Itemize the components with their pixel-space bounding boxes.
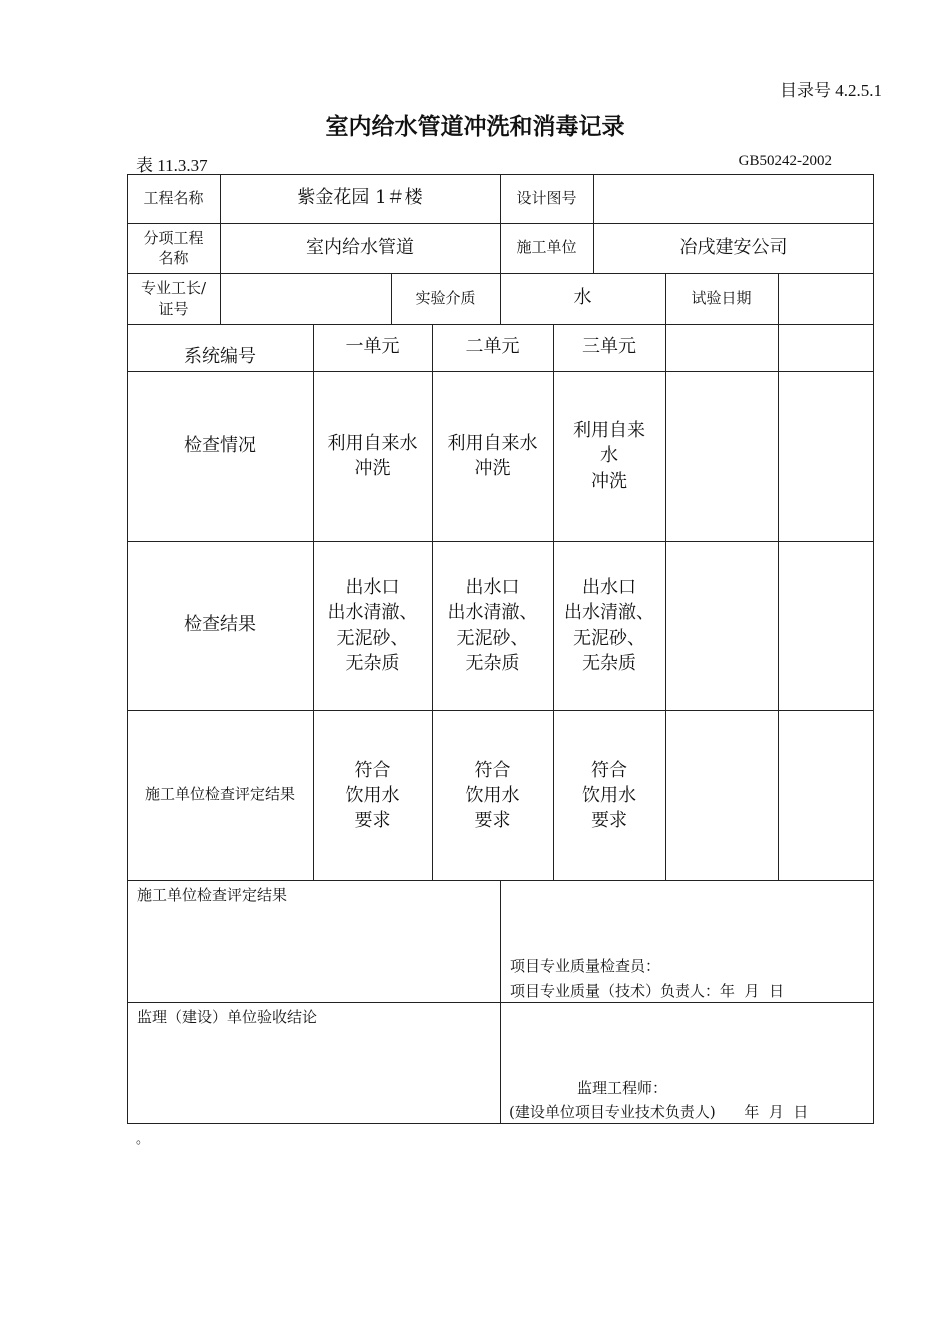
page-title: 室内给水管道冲洗和消毒记录 (325, 113, 625, 140)
design-drawing-label: 设计图号 (516, 188, 577, 207)
check-status-unit-2[interactable] (432, 371, 553, 541)
cell-line: 出水清澈、 (564, 602, 654, 624)
cell-line: 冲洗 (354, 458, 391, 479)
evaluation-unit-1[interactable] (313, 710, 432, 880)
contractor-eval-label: 施工单位检查评定结果 (137, 886, 288, 904)
cell-line: 无泥砂、 (336, 627, 409, 649)
cell-line: 饮用水 (582, 785, 636, 807)
project-name-label: 工程名称 (143, 188, 204, 207)
cell-line: 符合 (474, 760, 511, 781)
cell-line: 符合 (354, 760, 391, 781)
supervisor-engineer-line[interactable]: 监理工程师： (577, 1079, 668, 1097)
cell-line: 无泥砂、 (573, 627, 645, 649)
unit-3-header: 三单元 (582, 336, 636, 358)
cell-line: 无杂质 (345, 652, 400, 674)
cell-line: 出水清澈、 (447, 602, 538, 624)
evaluation-label: 施工单位检查评定结果 (144, 785, 295, 804)
cell-line: 无杂质 (582, 652, 636, 674)
cell-line: 冲洗 (591, 470, 627, 492)
subproject-label (127, 223, 220, 273)
cell-line: 要求 (591, 810, 627, 832)
cell-line: 冲洗 (474, 458, 511, 479)
foreman-label-line: 证号 (158, 299, 189, 318)
cell-line: 饮用水 (345, 785, 400, 807)
subproject-label-line: 名称 (158, 249, 189, 267)
catalog-number: 目录号 4.2.5.1 (780, 81, 882, 100)
col-divider (500, 880, 501, 1124)
check-result-unit-2[interactable] (432, 541, 553, 710)
check-result-unit-1[interactable] (313, 541, 432, 710)
evaluation-unit-2[interactable] (432, 710, 553, 880)
cell-line: 利用自来水 (327, 432, 418, 454)
col-divider (778, 324, 779, 880)
table-number: 表 11.3.37 (136, 156, 208, 175)
check-status-unit-3[interactable] (553, 371, 665, 541)
cell-line: 饮用水 (465, 785, 520, 807)
quality-head-line[interactable]: 项目专业质量（技术）负责人：年 月 日 (510, 982, 785, 1000)
test-date-field[interactable] (778, 273, 874, 324)
cell-line: 水 (600, 445, 618, 467)
medium-label: 实验介质 (415, 288, 476, 307)
footnote: 。 (136, 1132, 150, 1147)
standard-code: GB50242-2002 (738, 153, 832, 169)
design-drawing-field[interactable] (593, 174, 874, 223)
owner-rep-line[interactable]: (建设单位项目专业技术负责人) 年 月 日 (509, 1103, 809, 1121)
system-no-label: 系统编号 (184, 346, 256, 368)
cell-line: 无泥砂、 (456, 627, 529, 649)
contractor-label: 施工单位 (516, 238, 577, 257)
supervisor-label: 监理（建设）单位验收结论 (137, 1008, 318, 1026)
check-result-label: 检查结果 (184, 614, 256, 636)
unit-1-header: 一单元 (345, 336, 400, 358)
cell-line: 符合 (591, 760, 627, 781)
subproject-field[interactable]: 室内给水管道 (306, 236, 414, 258)
cell-line: 出水口 (345, 577, 400, 599)
project-name-field[interactable]: 紫金花园 1＃楼 (297, 187, 423, 209)
cell-line: 利用自来 (573, 420, 645, 442)
cell-line: 出水清澈、 (327, 602, 418, 624)
subproject-label-line: 分项工程 (143, 228, 204, 247)
check-result-unit-3[interactable] (553, 541, 665, 710)
cell-line: 出水口 (465, 577, 520, 599)
test-date-label: 试验日期 (691, 288, 752, 307)
medium-field[interactable]: 水 (573, 287, 592, 309)
cell-line: 要求 (474, 810, 511, 832)
contractor-field[interactable]: 冶戌建安公司 (679, 236, 788, 258)
check-status-unit-1[interactable] (313, 371, 432, 541)
foreman-label-line: 专业工长/ (140, 279, 207, 298)
cell-line: 利用自来水 (447, 432, 538, 454)
cell-line: 出水口 (582, 577, 636, 599)
check-status-label: 检查情况 (184, 434, 256, 456)
foreman-field[interactable] (220, 273, 391, 324)
cell-line: 要求 (354, 810, 391, 832)
cell-line: 无杂质 (465, 652, 520, 674)
evaluation-unit-3[interactable] (553, 710, 665, 880)
foreman-label (127, 273, 220, 324)
col-divider (665, 324, 666, 880)
unit-2-header: 二单元 (465, 336, 520, 358)
quality-inspector-line[interactable]: 项目专业质量检查员： (510, 957, 661, 975)
